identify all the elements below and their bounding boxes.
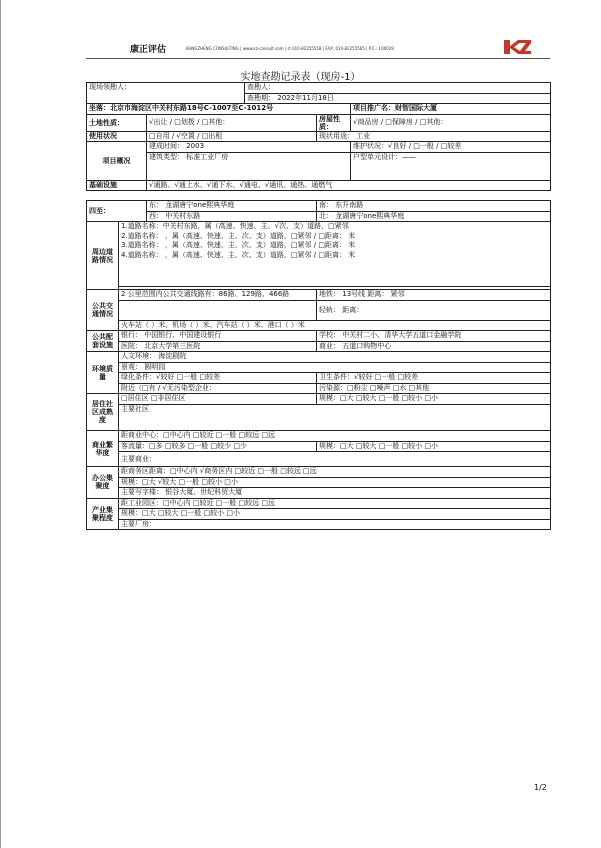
land-nature-value: √出让 / □划拨 / □其他： (147, 114, 317, 131)
kz-logo-icon (502, 38, 532, 56)
light-rail-cell: 轻轨： 距离： (317, 300, 551, 320)
table-row (87, 488, 551, 499)
nearby-cell: 附近（□有 / √无污染型企业： (119, 383, 317, 394)
bank-cell: 银行： 中国银行、中国建设银行 (119, 331, 317, 342)
table-row (87, 142, 551, 153)
survey-table (86, 82, 551, 530)
page-number: 1/2 (534, 783, 547, 792)
south-cell: 南： 东升南路 (317, 201, 551, 212)
business-scale-cell: 规模：□大 □较大 □一般 □较小 □小 (317, 441, 551, 452)
industry-main-cell: 主要厂房： (119, 519, 551, 530)
road-1: 1.道路名称：中关村东路，属（高速、快速、主、√次、支）道路，□紧邻 (119, 222, 551, 232)
current-use-cell: 现状用途： 工业 (317, 131, 551, 142)
west-cell: 西： 中关村东路 (147, 211, 317, 222)
table-row (87, 383, 551, 394)
table-row (87, 394, 551, 405)
industry-distance-cell: 距工业园区：□中心内 □较近 □一般 □较远 □远 (119, 498, 551, 509)
main-community-cell: 主要社区 (119, 404, 551, 414)
table-row (87, 191, 551, 201)
project-name-cell: 项目推广名：财智国际大厦 (351, 104, 551, 115)
table-row (87, 180, 551, 191)
table-row (87, 260, 551, 287)
company-name: 康正评估 (130, 45, 167, 55)
north-cell: 北： 龙湖唐宁one熙典华庭 (317, 211, 551, 222)
use-status-value: □自用 / √空置 / □出租 (147, 131, 317, 142)
table-row (87, 241, 551, 251)
road-4: 4.道路名称： ，属（高速、快速、主、次、支）道路，□紧邻 / □距离： 米 (119, 251, 551, 261)
table-row (87, 431, 551, 442)
table-row (87, 104, 551, 115)
industry-label: 产业集聚程度 (87, 498, 119, 530)
contact-line: KANGZHENG CONSULTING | www.kz-consult.com | ✆ 010-82255558 | FAX: 010-82255565 | P.C.: 100029 (186, 46, 394, 51)
environment-label: 环境质量 (87, 352, 119, 394)
page-title: 实地查勘记录表（现房-1） (240, 72, 361, 83)
table-row (87, 467, 551, 478)
office-scale-cell: 规模：□大 √较大 □一般 □较小 □小 (119, 477, 551, 488)
business-label: 商业繁华度 (87, 431, 119, 467)
boundary-label: 四至： (87, 201, 147, 222)
table-row (87, 509, 551, 520)
road-3: 3.道路名称： ，属（高速、快速、主、次、支）道路，□紧邻 / □距离： 米 (119, 241, 551, 251)
table-row (87, 373, 551, 384)
letterhead (86, 38, 532, 58)
community-blank (119, 414, 551, 431)
human-env-cell: 人文环境： 海淀剧院 (119, 352, 551, 363)
subway-cell: 地铁： 13号线 距离： 紧邻 (317, 290, 551, 301)
table-row (87, 352, 551, 363)
bus-blank (119, 300, 317, 320)
business-distance-cell: 距商业中心：□中心内 □较近 □一般 □较远 □远 (119, 431, 551, 442)
office-distance-cell: 距商务区距离：□中心内 √商务区内 □较近 □一般 □较远 □远 (119, 467, 551, 478)
table-row (87, 131, 551, 142)
table-row (87, 441, 551, 452)
date-cell: 查勘期： 2022年11月18日 (245, 93, 551, 104)
school-cell: 学校： 中关村二小、清华大学五道口金融学院 (317, 331, 551, 342)
industry-scale-cell: 规模：□大 □较大 □一般 □较小 □小 (119, 509, 551, 520)
infrastructure-label: 基础设施 (87, 180, 147, 191)
table-row (87, 331, 551, 342)
table-row (87, 362, 551, 373)
hospital-cell: 医院： 北京大学第三医院 (119, 341, 317, 352)
scenery-cell: 景观： 圆明园 (119, 362, 551, 373)
table-row (87, 114, 551, 131)
land-nature-label: 土地性质： (87, 114, 147, 131)
location-cell: 坐落：北京市海淀区中关村东路18号C-1007至C-1012号 (87, 104, 351, 115)
project-overview-label: 项目概况 (87, 142, 147, 181)
table-row (87, 251, 551, 261)
residential-scale-cell: 规模：□大 □较大 □一般 □较小 □小 (317, 394, 551, 405)
use-status-label: 使用状况 (87, 131, 147, 142)
infrastructure-value: √通路、√通上水、√通下水、√通电、√通讯、通热、通燃气 (147, 180, 551, 191)
pollution-cell: 污染源：□粉尘 □噪声 □水 □其他 (317, 383, 551, 394)
table-row (87, 498, 551, 509)
unit-design-cell: 户型单元设计：—— (351, 152, 551, 180)
road-2: 2.道路名称： ，属（高速、快速、主、次、支）道路，□紧邻 / □距离： 米 (119, 232, 551, 242)
table-row (87, 201, 551, 212)
built-time-cell: 建成时间： 2003 (147, 142, 351, 153)
table-row (87, 290, 551, 301)
residential-label: 居住社区成熟度 (87, 394, 119, 431)
table-row (87, 83, 551, 94)
transit-label: 公共交通情况 (87, 290, 119, 331)
bus-cell: 2 公里范围内公共交通线路有：86路、129路、466路 (119, 290, 317, 301)
header-rule (86, 58, 550, 59)
east-cell: 东： 龙湖唐宁one熙典华庭 (147, 201, 317, 212)
office-main-cell: 主要写字楼： 银谷大厦、世纪科贸大厦 (119, 488, 551, 499)
table-row (87, 232, 551, 242)
greening-cell: 绿化条件：√较好 □一般 □较差 (119, 373, 317, 384)
roads-label: 周边道路情况 (87, 222, 119, 290)
table-row (87, 414, 551, 431)
house-nature-label: 房屋性质： (317, 114, 351, 131)
sanitation-cell: 卫生条件：√较好 □一般 □较差 (317, 373, 551, 384)
customer-flow-cell: 客流量：□多 □较多 □一般 □较少 □少 (119, 441, 317, 452)
stations-cell: 火车站（ ）米、机场（ ）米、汽车站（ ）米、港口（ ）米 (119, 320, 551, 331)
table-row (87, 320, 551, 331)
page-edge-line (0, 0, 1, 848)
table-row (87, 519, 551, 530)
house-nature-value: √商品房 / □保障房 / □其他： (351, 114, 551, 131)
table-row (87, 222, 551, 232)
building-type-cell: 建筑类型： 标准工业厂房 (147, 152, 351, 180)
table-row (87, 452, 551, 467)
maintenance-cell: 维护状况：√良好 / □一般 / □较差 (351, 142, 551, 153)
table-row (87, 477, 551, 488)
office-label: 办公集聚度 (87, 467, 119, 499)
commerce-cell: 商业： 五道口购物中心 (317, 341, 551, 352)
facilities-label: 公共配套设施 (87, 331, 119, 352)
table-row (87, 211, 551, 222)
guide-cell: 现场领勘人： (87, 83, 245, 104)
table-row (87, 341, 551, 352)
residential-type-cell: □居住区 □非居住区 (119, 394, 317, 405)
road-blank (119, 260, 551, 287)
table-row (87, 404, 551, 414)
main-business-cell: 主要商业： (119, 452, 551, 467)
surveyor-cell: 查勘人： (245, 83, 551, 94)
